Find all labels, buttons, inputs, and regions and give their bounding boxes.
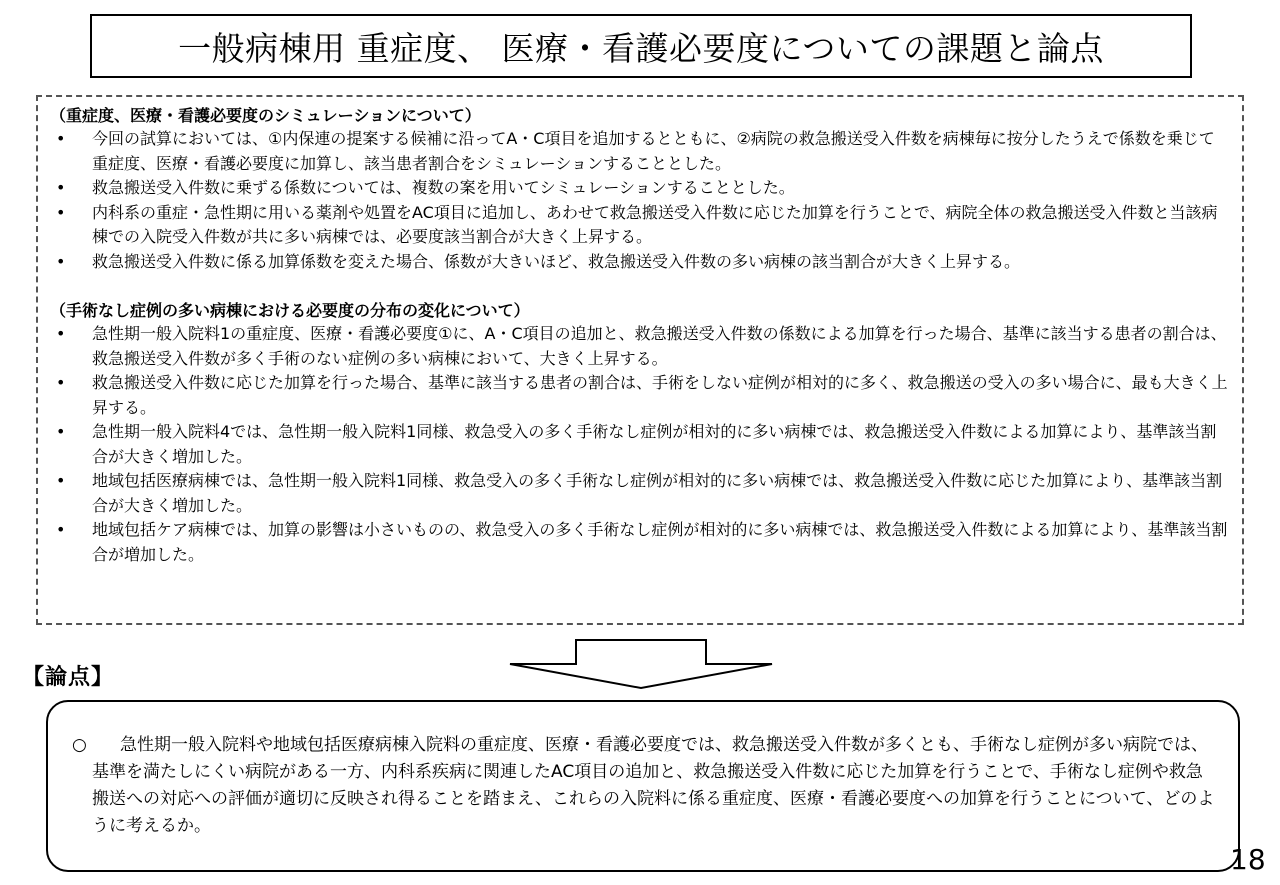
bullet-dot: • [56, 373, 66, 392]
section-heading-simulation: （重症度、医療・看護必要度のシミュレーションについて） [50, 106, 481, 125]
ronten-text: 急性期一般入院料や地域包括医療病棟入院料の重症度、医療・看護必要度では、救急搬送受入件数が多くとも、手術なし症例が多い病院では、基準を満たしにくい病院がある一方、内科系疾病に関連したAC項目の追加と、救急搬送受入件数に応じた加算を行うことで、手術なし症例や救急搬送への対応への評価が適切に反映され得ることを踏まえ、これらの入院料に係る重症度、医療・看護必要度への加算を行うことについて、どのように考えるか。 [92, 735, 1215, 836]
distribution-bullet-list [50, 322, 1228, 567]
simulation-bullet-list [50, 127, 1228, 274]
bullet-dot: • [56, 129, 66, 148]
bullet-item [50, 176, 1228, 201]
bullet-text: 急性期一般入院料4では、急性期一般入院料1同様、救急受入の多く手術なし症例が相対的に多い病棟では、救急搬送受入件数による加算により、基準該当割合が大きく増加した。 [92, 422, 1217, 466]
section-heading-distribution: （手術なし症例の多い病棟における必要度の分布の変化について） [50, 301, 530, 320]
bullet-dot: • [56, 251, 66, 271]
down-arrow-icon [508, 638, 774, 690]
bullet-text: 今回の試算においては、①内保連の提案する候補に沿ってA・C項目を追加するとともに、②病院の救急搬送受入件数を病棟毎に按分したうえで係数を乗じて重症度、医療・看護必要度に加算し、該当患者割合をシミュレーションすることとした。 [92, 129, 1215, 173]
bullet-dot: • [56, 471, 66, 490]
ronten-box [46, 700, 1240, 872]
bullet-text: 救急搬送受入件数に係る加算係数を変えた場合、係数が大きいほど、救急搬送受入件数の多い病棟の該当割合が大きく上昇する。 [92, 251, 1021, 271]
bullet-dot: • [56, 202, 66, 222]
bullet-text: 地域包括ケア病棟では、加算の影響は小さいものの、救急受入の多く手術なし症例が相対的に多い病棟では、救急搬送受入件数による加算により、基準該当割合が増加した。 [92, 520, 1228, 564]
bullet-item [50, 371, 1228, 420]
bullet-dot: • [56, 520, 66, 539]
section-spacer [50, 274, 1228, 300]
bullet-item [50, 322, 1228, 371]
bullet-item [50, 201, 1228, 250]
bullet-dot: • [56, 178, 66, 197]
bullet-text: 救急搬送受入件数に乗ずる係数については、複数の案を用いてシミュレーションすることとした。 [92, 178, 795, 197]
bullet-dot: • [56, 422, 66, 441]
issues-box [36, 95, 1244, 625]
ronten-label: 【論点】 [22, 665, 115, 690]
page-title: 一般病棟用 重症度、 医療・看護必要度についての課題と論点 [90, 14, 1192, 78]
bullet-item [50, 518, 1228, 567]
bullet-dot: • [56, 324, 66, 343]
bullet-text: 地域包括医療病棟では、急性期一般入院料1同様、救急受入の多く手術なし症例が相対的に多い病棟では、救急搬送受入件数に応じた加算により、基準該当割合が大きく増加した。 [92, 471, 1223, 515]
ronten-paragraph [72, 732, 1218, 840]
bullet-item [50, 469, 1228, 518]
bullet-item [50, 250, 1228, 275]
bullet-text: 内科系の重症・急性期に用いる薬剤や処置をAC項目に追加し、あわせて救急搬送受入件数に応じた加算を行うことで、病院全体の救急搬送受入件数と当該病棟での入院受入件数が共に多い病棟では、必要度該当割合が大きく上昇する。 [92, 202, 1218, 246]
bullet-text: 急性期一般入院料1の重症度、医療・看護必要度①に、A・C項目の追加と、救急搬送受入件数の係数による加算を行った場合、基準に該当する患者の割合は、救急搬送受入件数が多く手術のない症例の多い病棟において、大きく上昇する。 [92, 324, 1227, 368]
bullet-item [50, 127, 1228, 176]
bullet-item [50, 420, 1228, 469]
page-number: 18 [1230, 843, 1266, 876]
circle-marker-icon: ○ [72, 735, 87, 755]
bullet-text: 救急搬送受入件数に応じた加算を行った場合、基準に該当する患者の割合は、手術をしない症例が相対的に多く、救急搬送の受入の多い場合に、最も大きく上昇する。 [92, 373, 1228, 417]
